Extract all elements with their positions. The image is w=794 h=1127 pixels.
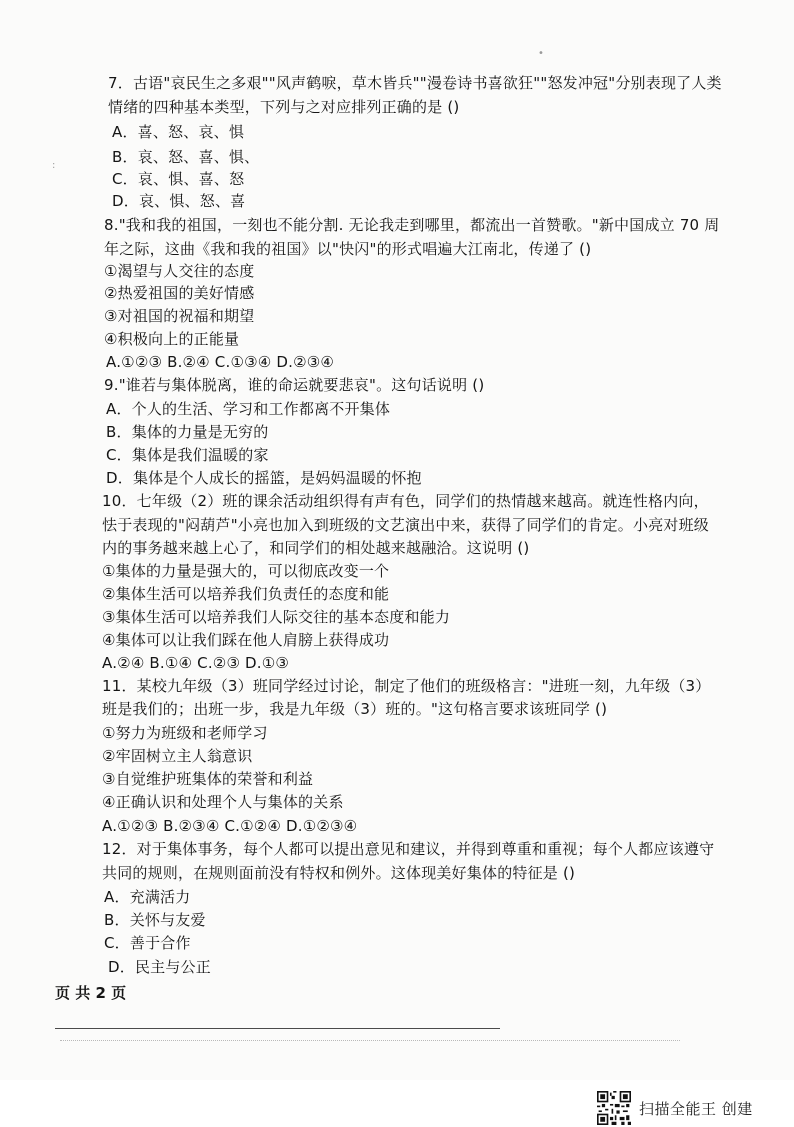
q8-statement-3: ③对祖国的祝福和期望	[104, 307, 255, 325]
page-footer: 页 共 2 页	[55, 984, 127, 1002]
q10-statement-4: ④集体可以让我们踩在他人肩膀上获得成功	[102, 631, 390, 649]
q7-option-d: D．哀、惧、怒、喜	[112, 192, 246, 210]
q10-stem-line-3: 内的事务越来越上心了，和同学们的相处越来越融洽。这说明 ()	[102, 539, 530, 557]
q9-option-d: D．集体是个人成长的摇篮，是妈妈温暖的怀抱	[106, 469, 422, 487]
q11-statement-2: ②牢固树立主人翁意识	[102, 747, 253, 765]
scan-speck: :	[52, 160, 56, 171]
q12-option-b: B．关怀与友爱	[104, 911, 206, 929]
q8-statement-1: ①渴望与人交往的态度	[104, 262, 255, 280]
q8-choices: A.①②③ B.②④ C.①③④ D.②③④	[106, 353, 335, 371]
watermark-text: 扫描全能王 创建	[639, 1099, 753, 1118]
q9-option-a: A．个人的生活、学习和工作都离不开集体	[106, 400, 391, 418]
q10-stem-line-1: 10．七年级（2）班的课余活动组织得有声有色，同学们的热情越来越高。就连性格内向，	[102, 492, 709, 510]
q7-stem-line-2: 情绪的四种基本类型，下列与之对应排列正确的是 ()	[108, 98, 460, 116]
q8-statement-2: ②热爱祖国的美好情感	[104, 284, 255, 302]
q8-stem-line-1: 8."我和我的祖国，一刻也不能分割. 无论我走到哪里，都流出一首赞歌。"新中国成立 70 周	[104, 216, 720, 234]
q9-option-c: C．集体是我们温暖的家	[106, 446, 269, 464]
q10-choices: A.②④ B.①④ C.②③ D.①③	[102, 654, 290, 672]
q9-stem-line-1: 9."谁若与集体脱离，谁的命运就要悲哀"。这句话说明 ()	[104, 376, 485, 394]
q10-stem-line-2: 怯于表现的"闷葫芦"小亮也加入到班级的文艺演出中来，获得了同学们的肯定。小亮对班级	[102, 516, 710, 534]
qr-code-icon	[597, 1091, 631, 1125]
q10-statement-2: ②集体生活可以培养我们负责任的态度和能	[102, 585, 390, 603]
q11-statement-3: ③自觉维护班集体的荣誉和利益	[102, 770, 314, 788]
q10-statement-1: ①集体的力量是强大的，可以彻底改变一个	[102, 562, 390, 580]
q12-option-c: C．善于合作	[104, 934, 191, 952]
q7-option-a: A．喜、怒、哀、惧	[112, 123, 245, 141]
q12-stem-line-1: 12．对于集体事务，每个人都可以提出意见和建议，并得到尊重和重视；每个人都应该遵守	[102, 840, 715, 858]
q12-stem-line-2: 共同的规则，在规则面前没有特权和例外。这体现美好集体的特征是 ()	[102, 864, 576, 882]
q7-option-c: C．哀、惧、喜、怒	[112, 170, 245, 188]
q11-statement-1: ①努力为班级和老师学习	[102, 724, 268, 742]
footer-faint-rule	[60, 1040, 680, 1041]
q10-statement-3: ③集体生活可以培养我们人际交往的基本态度和能力	[102, 608, 451, 626]
q11-stem-line-2: 班是我们的；出班一步，我是九年级（3）班的。"这句格言要求该班同学 ()	[102, 700, 608, 718]
scanner-watermark	[597, 1089, 753, 1127]
scan-speck: •	[538, 48, 544, 59]
q12-option-a: A．充满活力	[104, 888, 191, 906]
q11-stem-line-1: 11．某校九年级（3）班同学经过讨论，制定了他们的班级格言："进班一刻，九年级（3）	[102, 677, 711, 695]
q7-stem-line-1: 7．古语"哀民生之多艰""风声鹤唳，草木皆兵""漫卷诗书喜欲狂""怒发冲冠"分别表现了人类	[108, 74, 722, 92]
q11-choices: A.①②③ B.②③④ C.①②④ D.①②③④	[102, 817, 358, 835]
q8-stem-line-2: 年之际，这曲《我和我的祖国》以"快闪"的形式唱遍大江南北，传递了 ()	[104, 240, 592, 258]
q12-option-d: D．民主与公正	[108, 958, 211, 976]
q7-option-b: B．哀、怒、喜、惧、	[112, 148, 260, 166]
q9-option-b: B．集体的力量是无穷的	[106, 423, 269, 441]
q11-statement-4: ④正确认识和处理个人与集体的关系	[102, 793, 344, 811]
q8-statement-4: ④积极向上的正能量	[104, 330, 240, 348]
footer-rule	[55, 1028, 500, 1029]
